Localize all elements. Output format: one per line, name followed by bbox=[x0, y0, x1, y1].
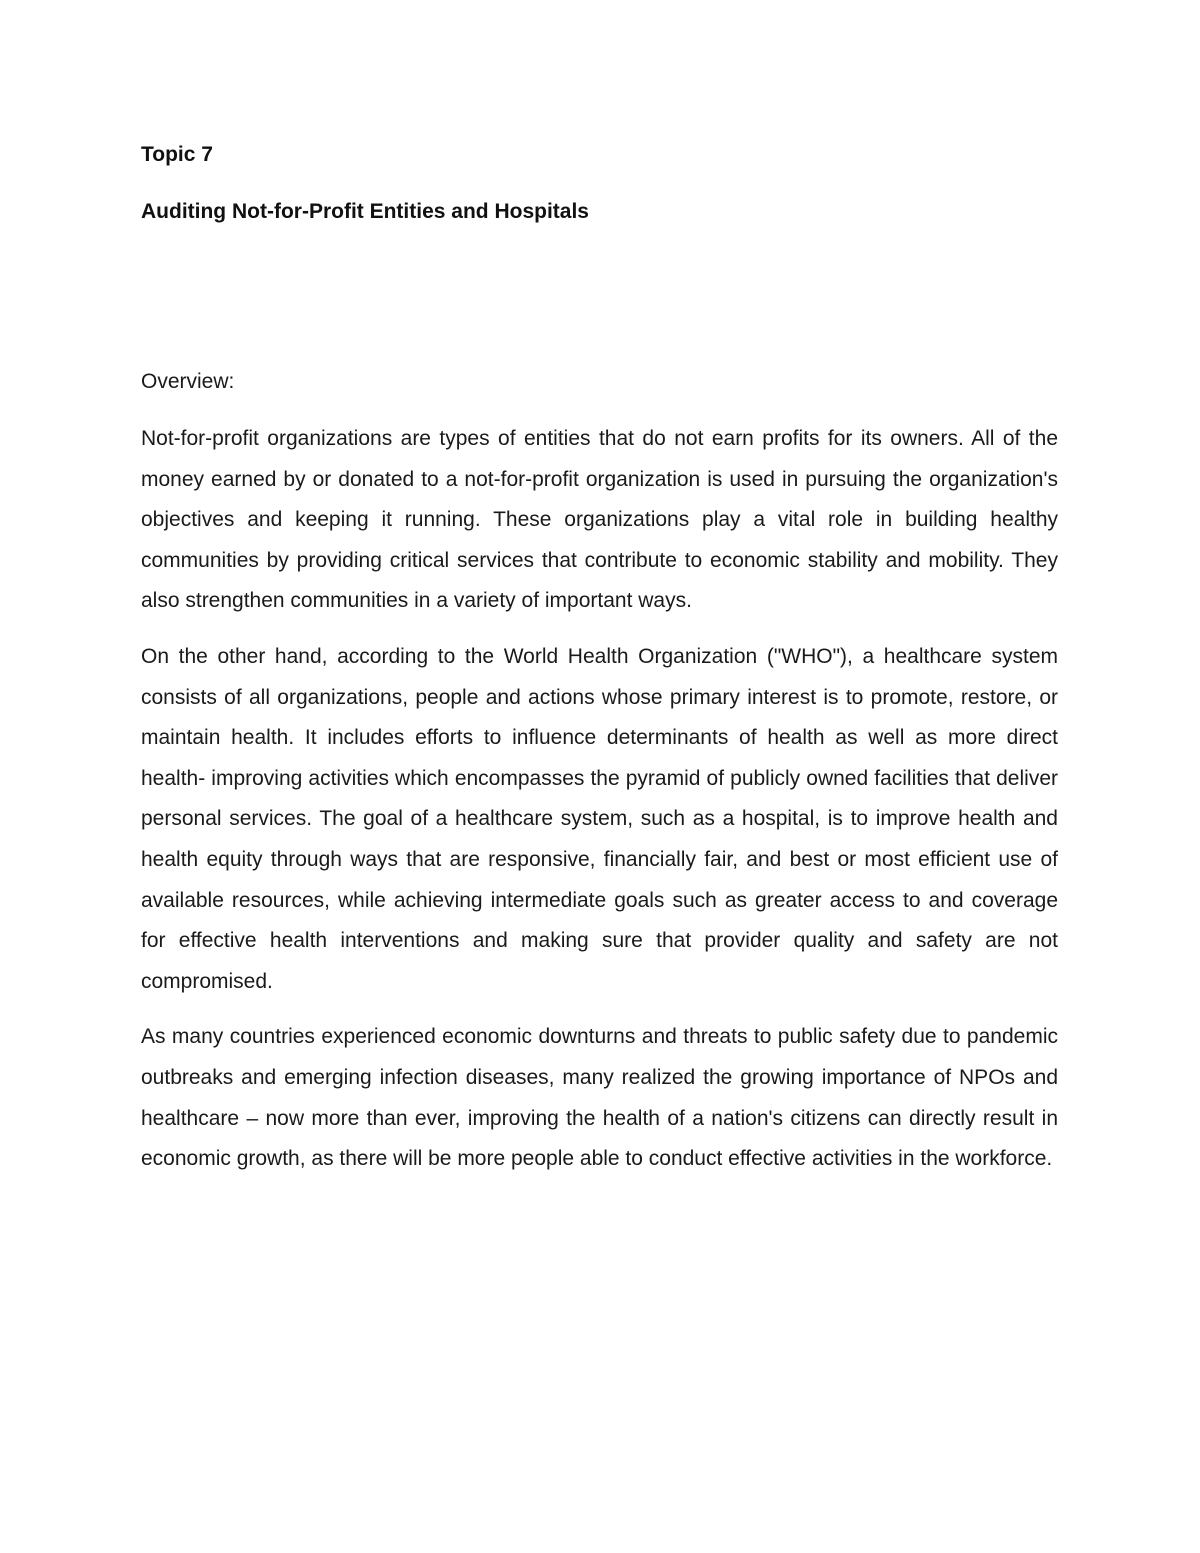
paragraph-economic-importance: As many countries experienced economic downturns and threats to public safety due to pandemic outbreaks and emerging infection diseases, many realized the growing importance of NPOs and healthcare – now more than ever, improving the health of a nation's citizens can directly result in economic growth, as there will be more people able to conduct effective activities in the workforce. bbox=[141, 1025, 1058, 1171]
document-body bbox=[141, 140, 1058, 1180]
document-title: Auditing Not-for-Profit Entities and Hospitals bbox=[141, 200, 589, 223]
paragraph-not-for-profit: Not-for-profit organizations are types of entities that do not earn profits for its owners. All of the money earned by or donated to a not-for-profit organization is used in pursuing the organization's objectives and keeping it running. These organizations play a vital role in building healthy communities by providing critical services that contribute to economic stability and mobility. They also strengthen communities in a variety of important ways. bbox=[141, 427, 1058, 613]
paragraph-healthcare-system: On the other hand, according to the World Health Organization ("WHO"), a healthcare system consists of all organizations, people and actions whose primary interest is to promote, restore, or maintain health. It includes efforts to influence determinants of health as well as more direct health- improving activities which encompasses the pyramid of publicly owned facilities that deliver personal services. The goal of a healthcare system, such as a hospital, is to improve health and health equity through ways that are responsive, financially fair, and best or most efficient use of available resources, while achieving intermediate goals such as greater access to and coverage for effective health interventions and making sure that provider quality and safety are not compromised. bbox=[141, 644, 1058, 993]
topic-heading: Topic 7 bbox=[141, 143, 213, 166]
overview-heading: Overview: bbox=[141, 370, 235, 393]
